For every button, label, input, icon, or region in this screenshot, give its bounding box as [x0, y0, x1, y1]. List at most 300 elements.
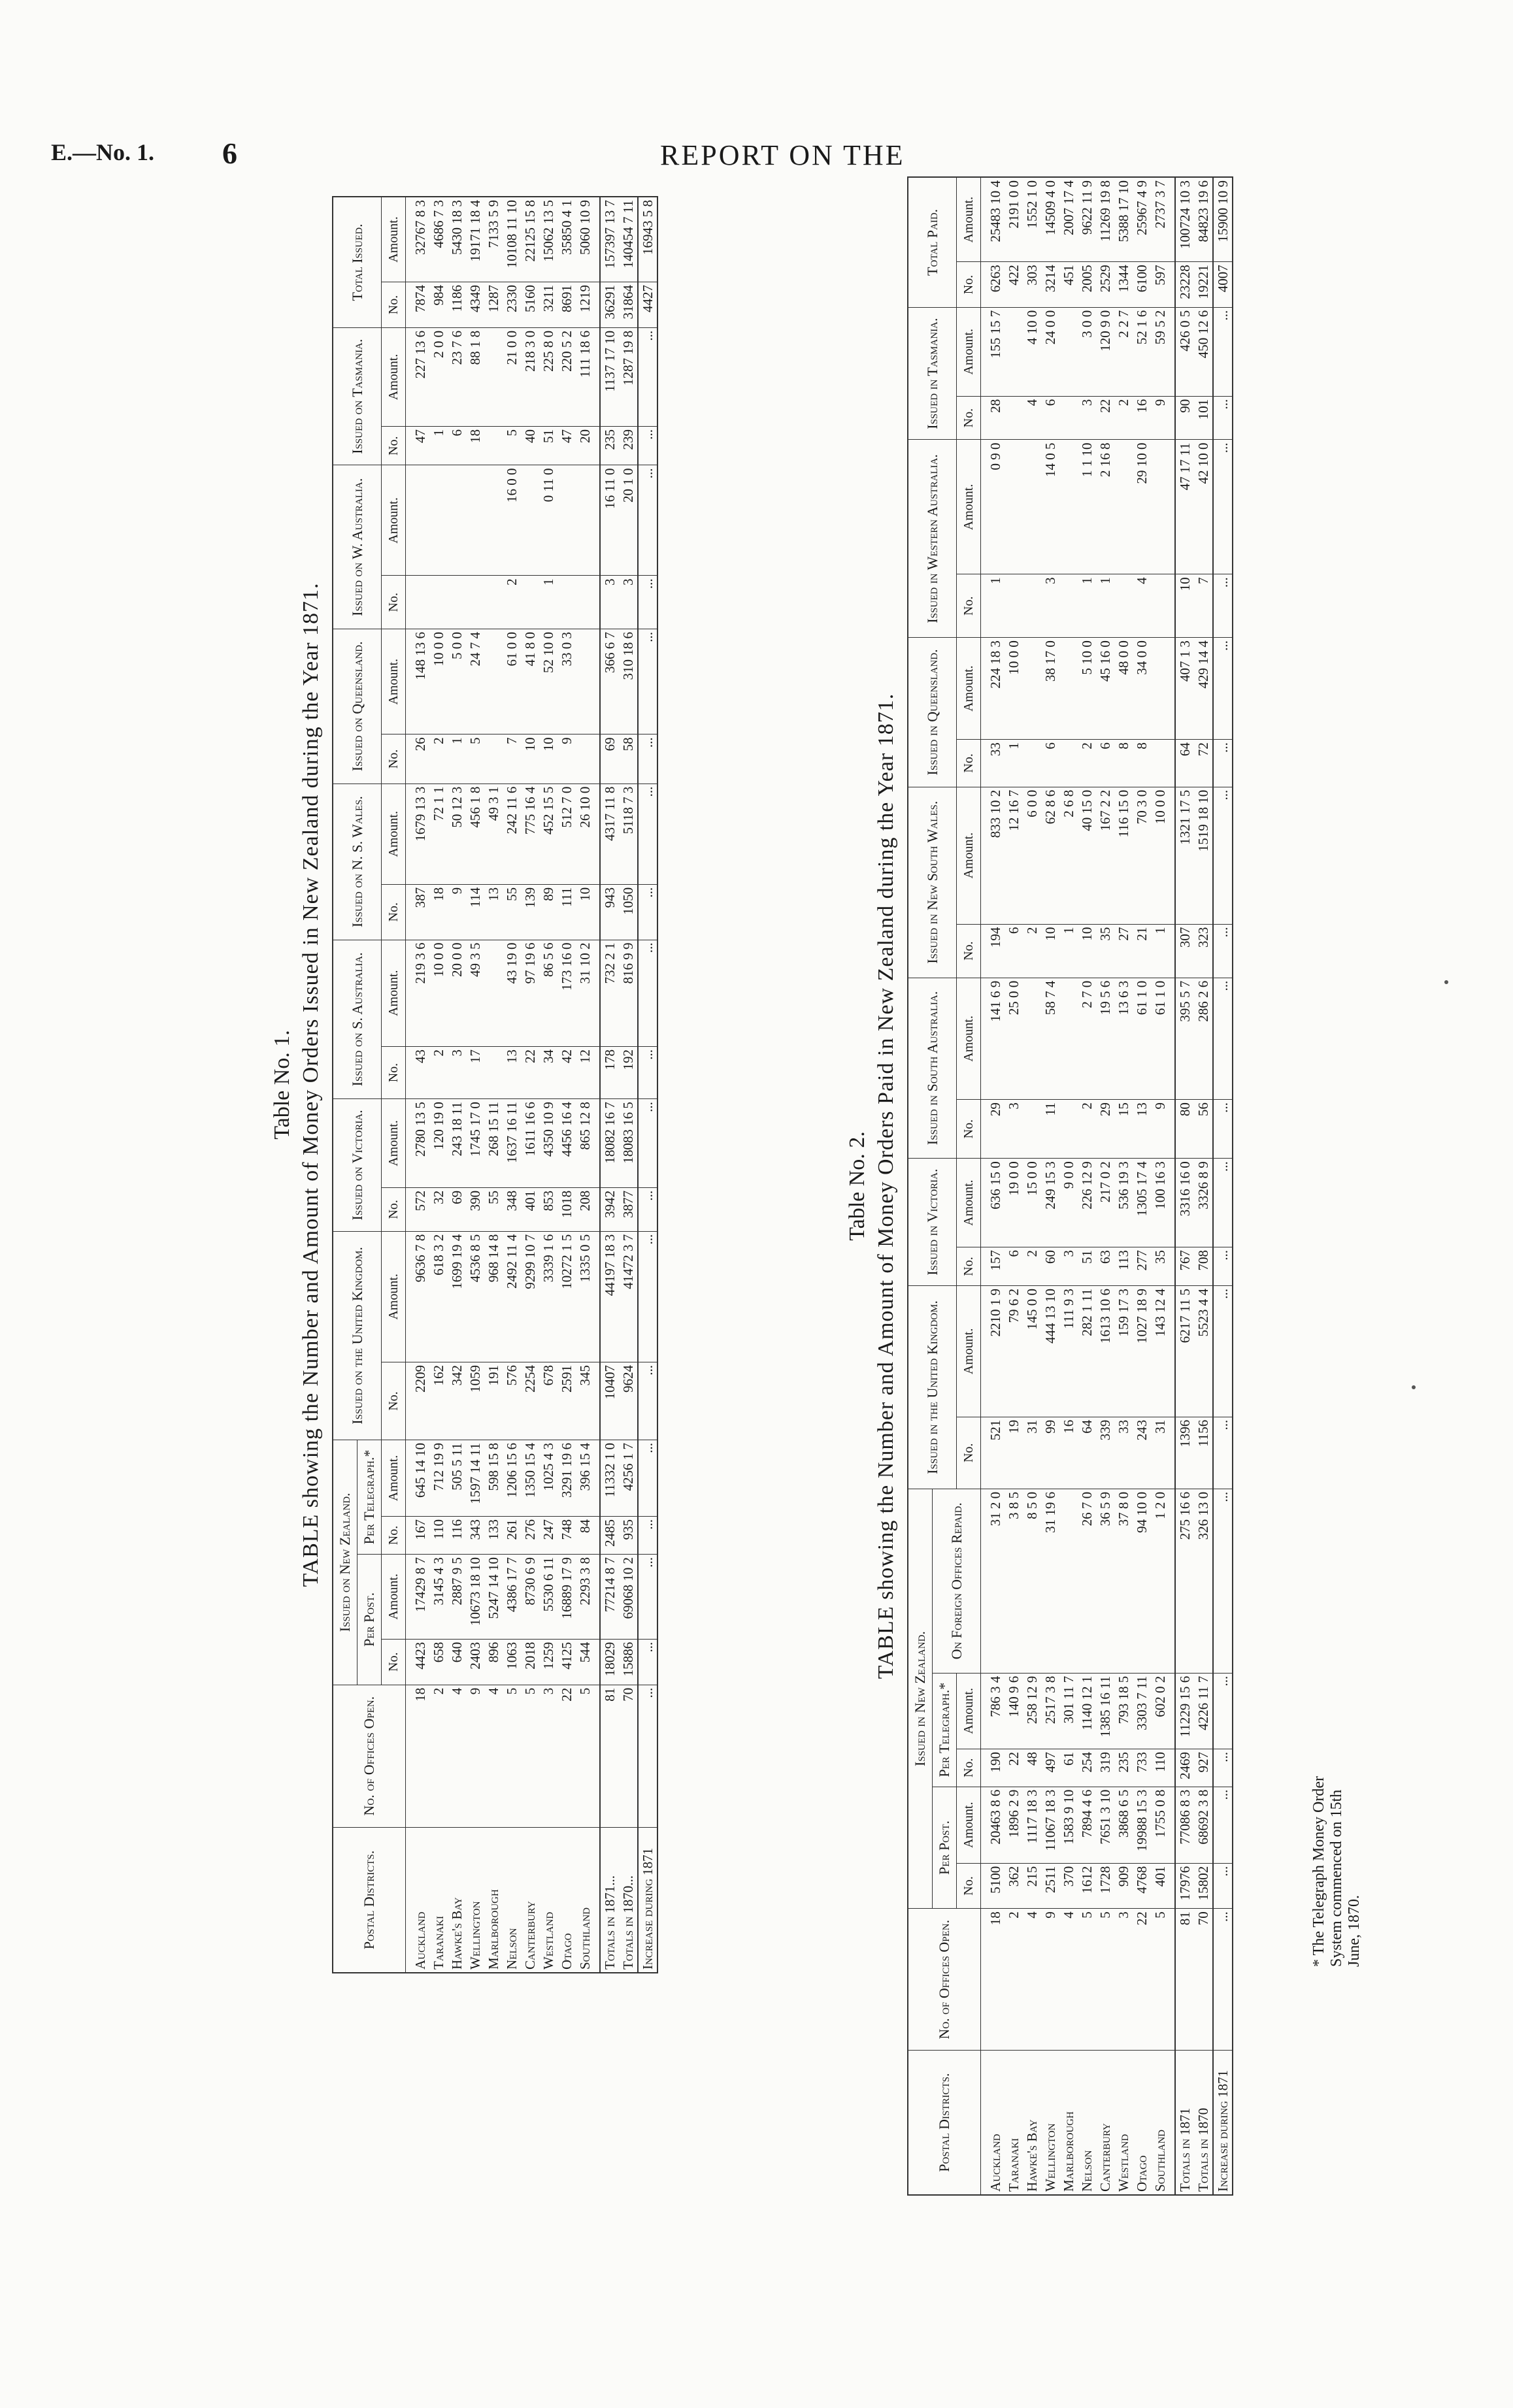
col-group-victoria: Issued in Victoria. — [908, 1159, 957, 1286]
value-cell: 1027 18 9 — [1133, 1286, 1151, 1417]
value-cell: 48 — [1023, 1749, 1041, 1787]
value-cell: 3942 — [600, 1187, 619, 1231]
value-cell: 35 — [1151, 1247, 1175, 1285]
value-cell: 4 — [448, 1685, 466, 1827]
value-cell: 16 11 0 — [600, 465, 619, 576]
col-group-queensland: Issued in Queensland. — [908, 638, 957, 787]
value-cell: 116 15 0 — [1114, 787, 1133, 924]
value-cell: 2 — [1078, 740, 1096, 787]
value-cell: 19 5 6 — [1096, 978, 1114, 1099]
value-cell: 286 2 6 — [1194, 978, 1213, 1099]
value-cell: 20 — [576, 426, 600, 465]
value-cell: 148 13 6 — [406, 629, 430, 734]
value-cell: 242 11 6 — [503, 783, 521, 884]
value-cell: 69 — [600, 734, 619, 783]
value-cell: 3 — [619, 576, 638, 629]
empty-cell-dots: ... — [1213, 307, 1233, 396]
value-cell — [1059, 574, 1078, 638]
value-cell: 22 — [1133, 1909, 1151, 2051]
value-cell: 14 0 5 — [1041, 440, 1059, 574]
value-cell: 4350 10 9 — [539, 1099, 557, 1188]
value-cell: 9 0 0 — [1059, 1159, 1078, 1247]
value-cell: 27 — [1114, 924, 1133, 978]
col-amount: Amount. — [957, 440, 981, 574]
value-cell: 72 1 1 — [429, 783, 448, 884]
value-cell: 4 10 0 — [1023, 307, 1041, 396]
empty-cell-dots: ... — [638, 884, 657, 940]
value-cell: 61 1 0 — [1133, 978, 1151, 1099]
col-amount: Amount. — [382, 327, 406, 426]
value-cell: 853 — [539, 1187, 557, 1231]
empty-cell-dots: ... — [638, 576, 657, 629]
value-cell: 2 6 8 — [1059, 787, 1078, 924]
value-cell: 816 9 9 — [619, 940, 638, 1046]
value-cell: 84 — [576, 1516, 600, 1554]
value-cell: 111 18 6 — [576, 327, 600, 426]
value-cell: 23228 — [1175, 262, 1194, 308]
value-cell: 3 — [1041, 574, 1059, 638]
value-cell: 2254 — [521, 1362, 539, 1440]
value-cell: 1 — [1151, 924, 1175, 978]
col-no: No. — [382, 576, 406, 629]
value-cell — [484, 629, 503, 734]
value-cell: 8730 6 9 — [521, 1555, 539, 1640]
value-cell: 235 — [1114, 1749, 1133, 1787]
value-cell: 22 — [1096, 396, 1114, 440]
value-cell: 339 — [1096, 1417, 1114, 1489]
value-cell: 968 14 8 — [484, 1231, 503, 1362]
value-cell: 190 — [981, 1749, 1005, 1787]
value-cell: 4125 — [557, 1639, 576, 1685]
value-cell: 24 7 4 — [466, 629, 484, 734]
value-cell: 748 — [557, 1516, 576, 1554]
district-cell: Taranaki — [429, 1827, 448, 1973]
col-no: No. — [382, 1187, 406, 1231]
value-cell: 143 12 4 — [1151, 1286, 1175, 1417]
value-cell: 145 0 0 — [1023, 1286, 1041, 1417]
empty-cell-dots: ... — [1213, 1417, 1233, 1489]
value-cell: 9636 7 8 — [406, 1231, 430, 1362]
value-cell: 3 — [1059, 1247, 1078, 1285]
value-cell: 1 — [448, 734, 466, 783]
value-cell: 64 — [1175, 740, 1194, 787]
value-cell: 786 3 4 — [981, 1673, 1005, 1749]
value-cell: 47 — [406, 426, 430, 465]
value-cell — [576, 465, 600, 576]
value-cell: 362 — [1005, 1863, 1023, 1909]
col-group-uk: Issued in the United Kingdom. — [908, 1286, 957, 1489]
col-no: No. — [382, 426, 406, 465]
value-cell: 9299 10 7 — [521, 1231, 539, 1362]
value-cell: 26 — [406, 734, 430, 783]
empty-cell-dots: ... — [1213, 787, 1233, 924]
value-cell: 6263 — [981, 262, 1005, 308]
district-cell: Wellington — [1041, 2051, 1059, 2195]
value-cell: 2591 — [557, 1362, 576, 1440]
col-amount: Amount. — [382, 783, 406, 884]
table-row — [1096, 177, 1114, 2195]
value-cell: 366 6 7 — [600, 629, 619, 734]
district-cell: Hawke's Bay — [1023, 2051, 1041, 2195]
value-cell: 19 — [1005, 1417, 1023, 1489]
value-cell: 5 — [1096, 1909, 1114, 2051]
value-cell: 6 — [1041, 396, 1059, 440]
value-cell: 16889 17 9 — [557, 1555, 576, 1640]
value-cell: 13 — [503, 1046, 521, 1098]
value-cell: 8 — [1133, 740, 1151, 787]
value-cell — [521, 576, 539, 629]
value-cell: 64 — [1078, 1417, 1096, 1489]
value-cell: 3 — [1114, 1909, 1133, 2051]
value-cell: 111 — [557, 884, 576, 940]
value-cell — [576, 576, 600, 629]
col-amount: Amount. — [957, 638, 981, 740]
value-cell: 55 — [503, 884, 521, 940]
value-cell: 159 17 3 — [1114, 1286, 1133, 1417]
value-cell — [1005, 440, 1023, 574]
value-cell: 1 — [1078, 574, 1096, 638]
increase-label: Increase during 1871 — [638, 1827, 657, 1973]
increase-number: 4427 — [638, 282, 657, 327]
value-cell: 25 0 0 — [1005, 978, 1023, 1099]
value-cell: 505 5 11 — [448, 1440, 466, 1517]
value-cell: 72 — [1194, 740, 1213, 787]
col-amount: Amount. — [382, 465, 406, 576]
empty-cell-dots: ... — [638, 1685, 657, 1827]
col-no: No. — [957, 924, 981, 978]
col-amount: Amount. — [382, 1099, 406, 1188]
empty-cell-dots: ... — [638, 1440, 657, 1517]
empty-cell-dots: ... — [1213, 1749, 1233, 1787]
value-cell: 40 — [521, 426, 539, 465]
value-cell: 37 8 0 — [1114, 1489, 1133, 1673]
col-no: No. — [957, 740, 981, 787]
empty-cell-dots: ... — [1213, 740, 1233, 787]
value-cell — [1059, 638, 1078, 740]
value-cell: 235 — [600, 426, 619, 465]
value-cell: 21 0 0 — [503, 327, 521, 426]
value-cell: 44197 18 3 — [600, 1231, 619, 1362]
value-cell: 42 — [557, 1046, 576, 1098]
value-cell — [1114, 574, 1133, 638]
value-cell — [1059, 1100, 1078, 1159]
value-cell: 110 — [1151, 1749, 1175, 1787]
value-cell: 1728 — [1096, 1863, 1114, 1909]
value-cell — [429, 465, 448, 576]
col-amount: Amount. — [957, 787, 981, 924]
value-cell: 5530 6 11 — [539, 1555, 557, 1640]
value-cell: 70 3 0 — [1133, 787, 1151, 924]
value-cell: 1637 16 11 — [503, 1099, 521, 1188]
empty-cell-dots: ... — [1213, 1673, 1233, 1749]
value-cell: 5 — [576, 1685, 600, 1827]
value-cell: 1059 — [466, 1362, 484, 1440]
value-cell — [1023, 1100, 1041, 1159]
value-cell: 733 — [1133, 1749, 1151, 1787]
value-cell: 1679 13 3 — [406, 783, 430, 884]
value-cell: 243 18 11 — [448, 1099, 466, 1188]
empty-cell-dots: ... — [1213, 574, 1233, 638]
value-cell: 2780 13 5 — [406, 1099, 430, 1188]
value-cell: 29 — [981, 1100, 1005, 1159]
value-cell: 80 — [1175, 1100, 1194, 1159]
value-cell: 1 — [1096, 574, 1114, 638]
value-cell: 41 8 0 — [521, 629, 539, 734]
value-cell: 215 — [1023, 1863, 1041, 1909]
empty-cell-dots: ... — [638, 1187, 657, 1231]
table-row — [981, 177, 1005, 2195]
value-cell: 167 — [406, 1516, 430, 1554]
value-cell: 139 — [521, 884, 539, 940]
value-cell — [1059, 307, 1078, 396]
table-row — [1114, 177, 1133, 2195]
value-cell: 36291 — [600, 282, 619, 327]
empty-cell-dots: ... — [638, 465, 657, 576]
value-cell: 2529 — [1096, 262, 1114, 308]
value-cell: 2 — [1078, 1100, 1096, 1159]
value-cell: 35 — [1096, 924, 1114, 978]
value-cell — [1023, 440, 1041, 574]
empty-cell-dots: ... — [1213, 1787, 1233, 1863]
empty-cell-dots: ... — [638, 1639, 657, 1685]
value-cell: 15886 — [619, 1639, 638, 1685]
value-cell: 4768 — [1133, 1863, 1151, 1909]
col-group-victoria: Issued on Victoria. — [333, 1099, 382, 1232]
value-cell: 217 0 2 — [1096, 1159, 1114, 1247]
value-cell: 111 9 3 — [1059, 1286, 1078, 1417]
district-cell: Totals in 1871... — [600, 1827, 619, 1973]
col-group-wa: Issued in Western Australia. — [908, 440, 957, 638]
value-cell: 77214 8 7 — [600, 1555, 619, 1640]
value-cell: 5160 — [521, 282, 539, 327]
value-cell — [557, 576, 576, 629]
col-amount: Amount. — [957, 1787, 981, 1863]
district-cell: Canterbury — [521, 1827, 539, 1973]
value-cell: 31 2 0 — [981, 1489, 1005, 1673]
col-group-total-issued: Total Issued. — [333, 197, 382, 327]
district-cell: Westland — [539, 1827, 557, 1973]
value-cell — [1114, 440, 1133, 574]
table-row — [1005, 177, 1023, 2195]
col-no: No. — [957, 1247, 981, 1285]
value-cell: 275 16 6 — [1175, 1489, 1194, 1673]
value-cell: 2005 — [1078, 262, 1096, 308]
empty-cell-dots: ... — [638, 1099, 657, 1188]
value-cell: 387 — [406, 884, 430, 940]
value-cell: 2492 11 4 — [503, 1231, 521, 1362]
col-group-wa: Issued on W. Australia. — [333, 465, 382, 629]
speck-mark — [1412, 1385, 1416, 1389]
value-cell: 9624 — [619, 1362, 638, 1440]
value-cell: 1156 — [1194, 1417, 1213, 1489]
value-cell: 1335 0 5 — [576, 1231, 600, 1362]
value-cell: 86 5 6 — [539, 940, 557, 1046]
value-cell: 268 15 11 — [484, 1099, 503, 1188]
district-cell: Southland — [576, 1827, 600, 1973]
value-cell: 6 — [1096, 740, 1114, 787]
value-cell: 116 — [448, 1516, 466, 1554]
value-cell: 34 — [539, 1046, 557, 1098]
value-cell — [1023, 638, 1041, 740]
col-no: No. — [957, 1863, 981, 1909]
col-no: No. — [957, 574, 981, 638]
value-cell: 5060 10 9 — [576, 197, 600, 282]
value-cell: 113 — [1114, 1247, 1133, 1285]
value-cell: 5100 — [981, 1863, 1005, 1909]
empty-cell-dots: ... — [1213, 1286, 1233, 1417]
value-cell: 9 — [466, 1685, 484, 1827]
value-cell: 47 — [557, 426, 576, 465]
value-cell: 1699 19 4 — [448, 1231, 466, 1362]
value-cell: 5118 7 3 — [619, 783, 638, 884]
value-cell: 15802 — [1194, 1863, 1213, 1909]
value-cell: 370 — [1059, 1863, 1078, 1909]
value-cell: 512 7 0 — [557, 783, 576, 884]
value-cell: 658 — [429, 1639, 448, 1685]
district-cell: Westland — [1114, 2051, 1133, 2195]
value-cell: 456 1 8 — [466, 783, 484, 884]
value-cell: 68692 3 8 — [1194, 1787, 1213, 1863]
empty-cell-dots: ... — [638, 783, 657, 884]
value-cell: 26 7 0 — [1078, 1489, 1096, 1673]
col-amount: Amount. — [382, 1555, 406, 1640]
value-cell: 429 14 4 — [1194, 638, 1213, 740]
value-cell: 11 — [1041, 1100, 1059, 1159]
value-cell: 18 — [406, 1685, 430, 1827]
col-group-south-australia: Issued in South Australia. — [908, 978, 957, 1158]
col-amount: Amount. — [957, 978, 981, 1099]
value-cell: 10673 18 10 — [466, 1555, 484, 1640]
value-cell: 4 — [1133, 574, 1151, 638]
value-cell: 303 — [1023, 262, 1041, 308]
value-cell: 50 12 3 — [448, 783, 466, 884]
district-cell: Marlborough — [484, 1827, 503, 1973]
value-cell: 24 0 0 — [1041, 307, 1059, 396]
value-cell: 77086 8 3 — [1175, 1787, 1194, 1863]
value-cell: 348 — [503, 1187, 521, 1231]
col-amount: Amount. — [382, 1440, 406, 1517]
value-cell — [484, 465, 503, 576]
value-cell: 301 11 7 — [1059, 1673, 1078, 1749]
value-cell: 157 — [981, 1247, 1005, 1285]
value-cell: 1 — [981, 574, 1005, 638]
value-cell: 7133 5 9 — [484, 197, 503, 282]
value-cell: 1611 16 6 — [521, 1099, 539, 1188]
value-cell: 4423 — [406, 1639, 430, 1685]
value-cell: 10 — [521, 734, 539, 783]
value-cell: 2 — [1023, 1247, 1041, 1285]
value-cell: 5 — [466, 734, 484, 783]
value-cell: 2469 — [1175, 1749, 1194, 1787]
value-cell: 5388 17 10 — [1114, 177, 1133, 262]
value-cell: 51 — [539, 426, 557, 465]
value-cell: 1321 17 5 — [1175, 787, 1194, 924]
value-cell: 3 — [1005, 1100, 1023, 1159]
value-cell — [576, 734, 600, 783]
value-cell: 60 — [1041, 1247, 1059, 1285]
value-cell: 307 — [1175, 924, 1194, 978]
value-cell: 10407 — [600, 1362, 619, 1440]
table-2-number: Table No. 2. — [845, 1131, 869, 1241]
value-cell: 89 — [539, 884, 557, 940]
value-cell: 70 — [1194, 1909, 1213, 2051]
value-cell: 1597 14 11 — [466, 1440, 484, 1517]
value-cell: 4 — [1023, 1909, 1041, 2051]
value-cell: 16 — [1133, 396, 1151, 440]
value-cell: 23 7 6 — [448, 327, 466, 426]
increase-row — [638, 197, 657, 1973]
value-cell — [484, 1046, 503, 1098]
value-cell: 1137 17 10 — [600, 327, 619, 426]
value-cell — [557, 465, 576, 576]
value-cell: 58 7 4 — [1041, 978, 1059, 1099]
district-cell: Auckland — [406, 1827, 430, 1973]
value-cell: 16 — [1059, 1417, 1078, 1489]
value-cell: 62 8 6 — [1041, 787, 1059, 924]
value-cell: 3211 — [539, 282, 557, 327]
value-cell: 767 — [1175, 1247, 1194, 1285]
value-cell: 597 — [1151, 262, 1175, 308]
value-cell: 2007 17 4 — [1059, 177, 1078, 262]
value-cell: 342 — [448, 1362, 466, 1440]
value-cell: 544 — [576, 1639, 600, 1685]
value-cell: 10 0 0 — [429, 940, 448, 1046]
value-cell: 8 — [1114, 740, 1133, 787]
district-cell: Canterbury — [1096, 2051, 1114, 2195]
table-1-caption-area — [268, 196, 325, 1973]
value-cell: 33 — [1114, 1417, 1133, 1489]
value-cell: 52 1 6 — [1133, 307, 1151, 396]
value-cell: 4686 7 3 — [429, 197, 448, 282]
value-cell — [484, 734, 503, 783]
value-cell: 69 — [448, 1187, 466, 1231]
table-row — [1133, 177, 1151, 2195]
value-cell: 38 17 0 — [1041, 638, 1059, 740]
value-cell: 5523 4 4 — [1194, 1286, 1213, 1417]
value-cell: 18 — [429, 884, 448, 940]
value-cell — [1059, 396, 1078, 440]
value-cell: 6 0 0 — [1023, 787, 1041, 924]
table-row — [1023, 177, 1041, 2195]
empty-cell-dots: ... — [638, 940, 657, 1046]
value-cell — [406, 465, 430, 576]
table-row — [576, 197, 600, 1973]
running-title: REPORT ON THE — [660, 139, 905, 171]
value-cell: 2511 — [1041, 1863, 1059, 1909]
value-cell: 5 — [503, 426, 521, 465]
col-offices-open: No. of Offices Open. — [908, 1909, 981, 2051]
value-cell: 636 15 0 — [981, 1159, 1005, 1247]
value-cell: 4349 — [466, 282, 484, 327]
empty-cell-dots: ... — [1213, 638, 1233, 740]
totals-row — [1175, 177, 1194, 2195]
value-cell: 173 16 0 — [557, 940, 576, 1046]
value-cell: 4 — [484, 1685, 503, 1827]
value-cell: 640 — [448, 1639, 466, 1685]
value-cell: 55 — [484, 1187, 503, 1231]
increase-row — [1213, 177, 1233, 2195]
empty-cell-dots: ... — [1213, 1909, 1233, 2051]
district-cell: Auckland — [981, 2051, 1005, 2195]
value-cell: 1206 15 6 — [503, 1440, 521, 1517]
value-cell: 1018 — [557, 1187, 576, 1231]
table-1 — [332, 196, 658, 1973]
empty-cell-dots: ... — [638, 1516, 657, 1554]
value-cell: 4386 17 7 — [503, 1555, 521, 1640]
value-cell: 31864 — [619, 282, 638, 327]
table-2-footnote: * The Telegraph Money Order System commenced on 15th June, 1870. — [1310, 1775, 1363, 1967]
col-no: No. — [957, 1417, 981, 1489]
